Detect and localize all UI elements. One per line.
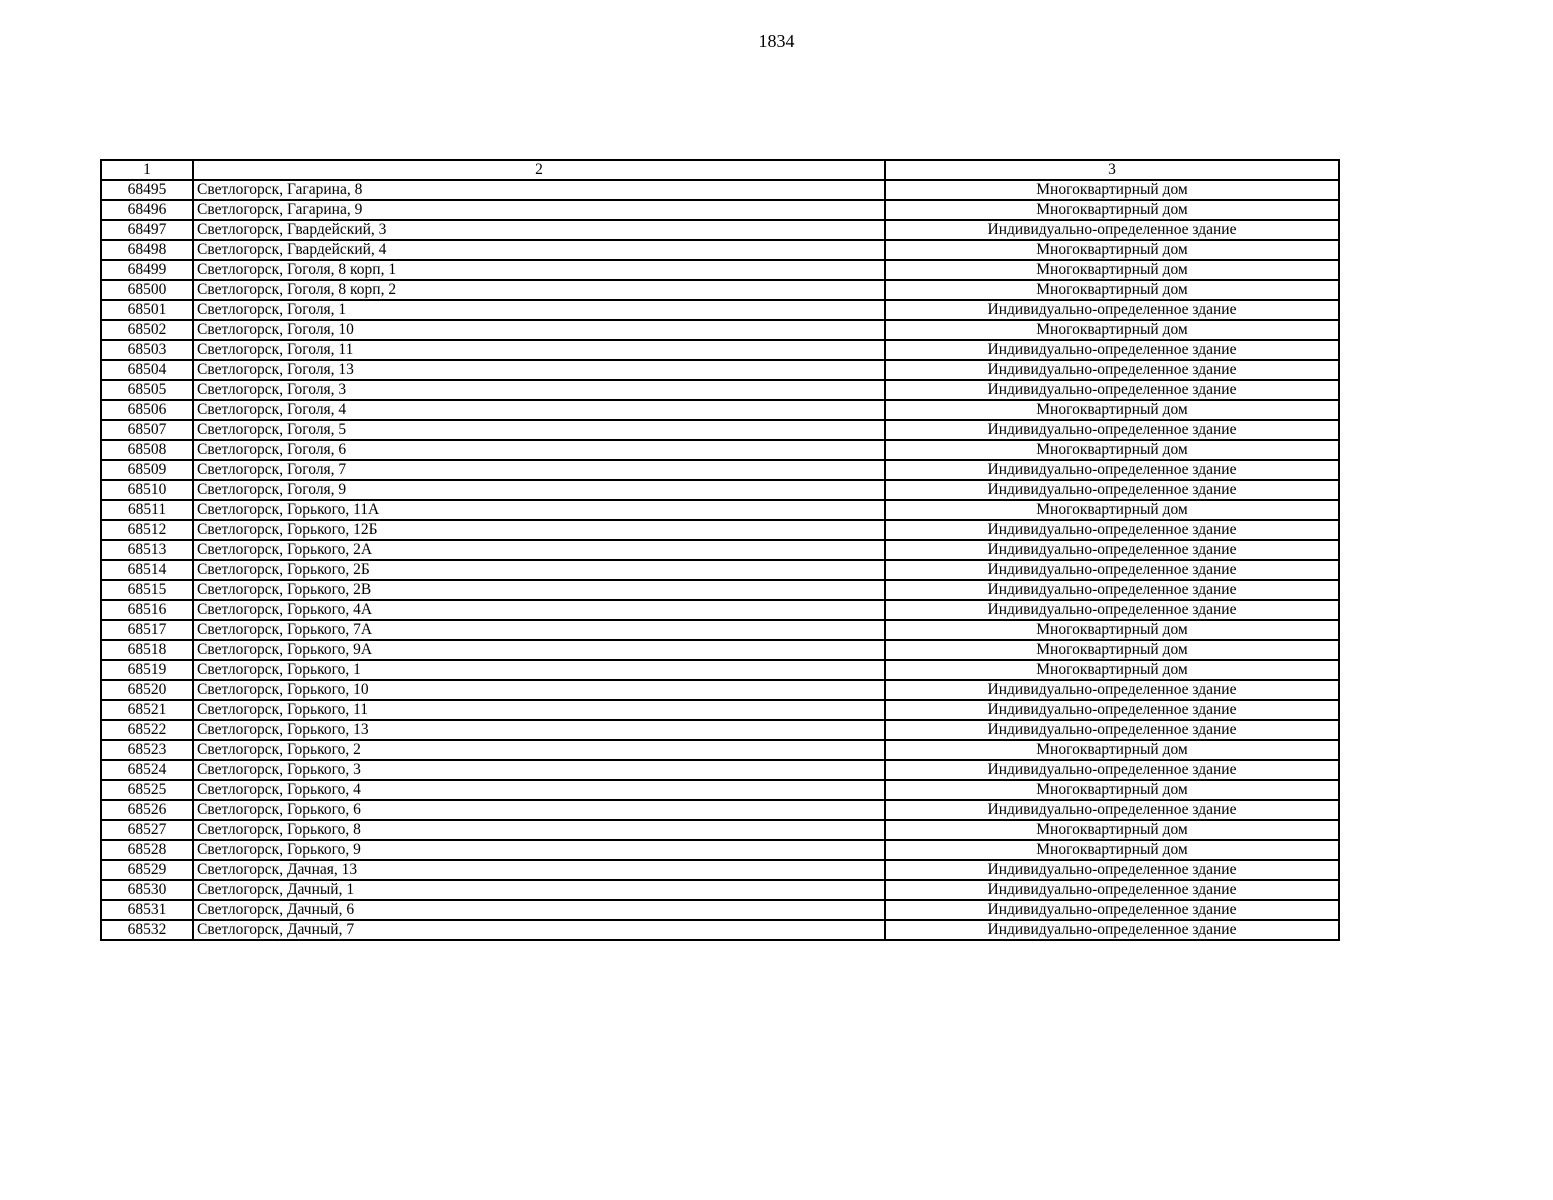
row-address-cell: Светлогорск, Горького, 9	[193, 840, 885, 860]
row-type-cell: Индивидуально-определенное здание	[885, 900, 1339, 920]
row-type-cell: Индивидуально-определенное здание	[885, 420, 1339, 440]
row-address-cell: Светлогорск, Горького, 11	[193, 700, 885, 720]
table-row	[101, 920, 1339, 940]
row-id-cell: 68522	[101, 720, 193, 740]
row-type-cell: Индивидуально-определенное здание	[885, 720, 1339, 740]
row-type-cell: Многоквартирный дом	[885, 260, 1339, 280]
row-id-cell: 68518	[101, 640, 193, 660]
table-row	[101, 740, 1339, 760]
row-type-cell: Многоквартирный дом	[885, 440, 1339, 460]
row-id-cell: 68532	[101, 920, 193, 940]
table-row	[101, 520, 1339, 540]
row-id-cell: 68529	[101, 860, 193, 880]
row-address-cell: Светлогорск, Гоголя, 6	[193, 440, 885, 460]
row-id-cell: 68502	[101, 320, 193, 340]
row-id-cell: 68505	[101, 380, 193, 400]
row-address-cell: Светлогорск, Дачная, 13	[193, 860, 885, 880]
row-id-cell: 68504	[101, 360, 193, 380]
row-type-cell: Индивидуально-определенное здание	[885, 600, 1339, 620]
table-row	[101, 180, 1339, 200]
row-type-cell: Индивидуально-определенное здание	[885, 560, 1339, 580]
row-type-cell: Индивидуально-определенное здание	[885, 800, 1339, 820]
row-id-cell: 68516	[101, 600, 193, 620]
table-row	[101, 540, 1339, 560]
table-row	[101, 320, 1339, 340]
page-number: 1834	[758, 31, 795, 51]
table-row	[101, 620, 1339, 640]
table-row	[101, 500, 1339, 520]
table-row	[101, 640, 1339, 660]
row-address-cell: Светлогорск, Гоголя, 11	[193, 340, 885, 360]
row-id-cell: 68497	[101, 220, 193, 240]
row-type-cell: Многоквартирный дом	[885, 740, 1339, 760]
table-row	[101, 820, 1339, 840]
row-type-cell: Индивидуально-определенное здание	[885, 360, 1339, 380]
table-row	[101, 760, 1339, 780]
table-row	[101, 880, 1339, 900]
table-row	[101, 300, 1339, 320]
row-type-cell: Индивидуально-определенное здание	[885, 380, 1339, 400]
row-type-cell: Многоквартирный дом	[885, 620, 1339, 640]
row-type-cell: Многоквартирный дом	[885, 780, 1339, 800]
row-type-cell: Индивидуально-определенное здание	[885, 300, 1339, 320]
row-address-cell: Светлогорск, Гоголя, 10	[193, 320, 885, 340]
row-type-cell: Многоквартирный дом	[885, 280, 1339, 300]
row-id-cell: 68501	[101, 300, 193, 320]
row-type-cell: Индивидуально-определенное здание	[885, 540, 1339, 560]
row-address-cell: Светлогорск, Гоголя, 13	[193, 360, 885, 380]
row-address-cell: Светлогорск, Гоголя, 9	[193, 480, 885, 500]
row-id-cell: 68520	[101, 680, 193, 700]
table-row	[101, 800, 1339, 820]
row-type-cell: Индивидуально-определенное здание	[885, 860, 1339, 880]
table-row	[101, 700, 1339, 720]
table-row	[101, 860, 1339, 880]
table-row	[101, 400, 1339, 420]
row-type-cell: Многоквартирный дом	[885, 660, 1339, 680]
row-id-cell: 68524	[101, 760, 193, 780]
table-row	[101, 340, 1339, 360]
row-address-cell: Светлогорск, Гоголя, 7	[193, 460, 885, 480]
row-type-cell: Индивидуально-определенное здание	[885, 480, 1339, 500]
row-id-cell: 68531	[101, 900, 193, 920]
row-type-cell: Индивидуально-определенное здание	[885, 680, 1339, 700]
column-header-1: 1	[101, 160, 193, 180]
row-address-cell: Светлогорск, Гагарина, 8	[193, 180, 885, 200]
row-id-cell: 68507	[101, 420, 193, 440]
row-id-cell: 68512	[101, 520, 193, 540]
row-address-cell: Светлогорск, Горького, 12Б	[193, 520, 885, 540]
row-type-cell: Многоквартирный дом	[885, 320, 1339, 340]
row-address-cell: Светлогорск, Горького, 11А	[193, 500, 885, 520]
row-type-cell: Индивидуально-определенное здание	[885, 220, 1339, 240]
row-id-cell: 68503	[101, 340, 193, 360]
column-header-2: 2	[193, 160, 885, 180]
row-address-cell: Светлогорск, Горького, 2Б	[193, 560, 885, 580]
row-type-cell: Индивидуально-определенное здание	[885, 760, 1339, 780]
table-row	[101, 720, 1339, 740]
row-address-cell: Светлогорск, Гвардейский, 3	[193, 220, 885, 240]
row-id-cell: 68496	[101, 200, 193, 220]
row-id-cell: 68525	[101, 780, 193, 800]
row-id-cell: 68530	[101, 880, 193, 900]
row-type-cell: Многоквартирный дом	[885, 400, 1339, 420]
row-id-cell: 68519	[101, 660, 193, 680]
table-header-row	[101, 160, 1339, 180]
row-address-cell: Светлогорск, Горького, 2	[193, 740, 885, 760]
row-address-cell: Светлогорск, Гоголя, 8 корп, 1	[193, 260, 885, 280]
table-row	[101, 220, 1339, 240]
table-row	[101, 420, 1339, 440]
row-id-cell: 68499	[101, 260, 193, 280]
row-address-cell: Светлогорск, Горького, 10	[193, 680, 885, 700]
row-type-cell: Индивидуально-определенное здание	[885, 460, 1339, 480]
row-id-cell: 68498	[101, 240, 193, 260]
row-id-cell: 68514	[101, 560, 193, 580]
row-id-cell: 68513	[101, 540, 193, 560]
row-address-cell: Светлогорск, Гоголя, 3	[193, 380, 885, 400]
row-address-cell: Светлогорск, Горького, 2В	[193, 580, 885, 600]
table-row	[101, 380, 1339, 400]
row-address-cell: Светлогорск, Гоголя, 4	[193, 400, 885, 420]
row-type-cell: Индивидуально-определенное здание	[885, 880, 1339, 900]
row-id-cell: 68500	[101, 280, 193, 300]
row-address-cell: Светлогорск, Горького, 1	[193, 660, 885, 680]
row-address-cell: Светлогорск, Гоголя, 5	[193, 420, 885, 440]
row-address-cell: Светлогорск, Гагарина, 9	[193, 200, 885, 220]
row-id-cell: 68510	[101, 480, 193, 500]
table-row	[101, 840, 1339, 860]
row-id-cell: 68523	[101, 740, 193, 760]
row-type-cell: Индивидуально-определенное здание	[885, 340, 1339, 360]
row-type-cell: Многоквартирный дом	[885, 200, 1339, 220]
row-type-cell: Индивидуально-определенное здание	[885, 920, 1339, 940]
row-type-cell: Индивидуально-определенное здание	[885, 520, 1339, 540]
row-type-cell: Индивидуально-определенное здание	[885, 700, 1339, 720]
row-address-cell: Светлогорск, Горького, 7А	[193, 620, 885, 640]
row-type-cell: Многоквартирный дом	[885, 500, 1339, 520]
row-id-cell: 68508	[101, 440, 193, 460]
table-row	[101, 460, 1339, 480]
row-id-cell: 68521	[101, 700, 193, 720]
row-address-cell: Светлогорск, Гвардейский, 4	[193, 240, 885, 260]
row-type-cell: Индивидуально-определенное здание	[885, 580, 1339, 600]
row-id-cell: 68528	[101, 840, 193, 860]
table-row	[101, 580, 1339, 600]
table-row	[101, 480, 1339, 500]
row-id-cell: 68515	[101, 580, 193, 600]
table-row	[101, 240, 1339, 260]
table-row	[101, 680, 1339, 700]
table-row	[101, 360, 1339, 380]
row-id-cell: 68506	[101, 400, 193, 420]
row-address-cell: Светлогорск, Горького, 2А	[193, 540, 885, 560]
column-header-3: 3	[885, 160, 1339, 180]
row-type-cell: Многоквартирный дом	[885, 840, 1339, 860]
row-id-cell: 68527	[101, 820, 193, 840]
table-row	[101, 600, 1339, 620]
table-row	[101, 200, 1339, 220]
row-address-cell: Светлогорск, Горького, 4А	[193, 600, 885, 620]
row-address-cell: Светлогорск, Дачный, 6	[193, 900, 885, 920]
row-id-cell: 68509	[101, 460, 193, 480]
table-row	[101, 900, 1339, 920]
row-address-cell: Светлогорск, Горького, 6	[193, 800, 885, 820]
row-id-cell: 68495	[101, 180, 193, 200]
row-address-cell: Светлогорск, Горького, 3	[193, 760, 885, 780]
row-id-cell: 68511	[101, 500, 193, 520]
row-address-cell: Светлогорск, Гоголя, 1	[193, 300, 885, 320]
row-address-cell: Светлогорск, Дачный, 1	[193, 880, 885, 900]
registry-table	[100, 159, 1340, 941]
table-row	[101, 560, 1339, 580]
table-row	[101, 280, 1339, 300]
row-address-cell: Светлогорск, Горького, 8	[193, 820, 885, 840]
registry-table-body	[101, 160, 1339, 940]
row-id-cell: 68517	[101, 620, 193, 640]
row-address-cell: Светлогорск, Горького, 13	[193, 720, 885, 740]
row-id-cell: 68526	[101, 800, 193, 820]
row-type-cell: Многоквартирный дом	[885, 820, 1339, 840]
table-row	[101, 780, 1339, 800]
row-address-cell: Светлогорск, Горького, 9А	[193, 640, 885, 660]
row-type-cell: Многоквартирный дом	[885, 240, 1339, 260]
row-type-cell: Многоквартирный дом	[885, 640, 1339, 660]
row-address-cell: Светлогорск, Гоголя, 8 корп, 2	[193, 280, 885, 300]
row-address-cell: Светлогорск, Дачный, 7	[193, 920, 885, 940]
row-address-cell: Светлогорск, Горького, 4	[193, 780, 885, 800]
table-row	[101, 440, 1339, 460]
table-row	[101, 260, 1339, 280]
row-type-cell: Многоквартирный дом	[885, 180, 1339, 200]
table-row	[101, 660, 1339, 680]
